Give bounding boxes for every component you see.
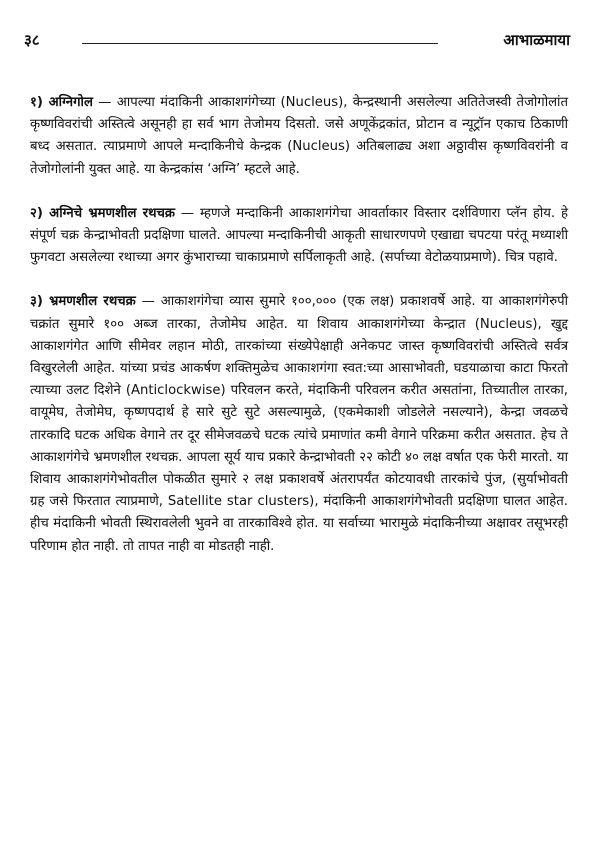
page-header xyxy=(24,30,572,52)
heading-dash: — xyxy=(135,294,161,310)
paragraph xyxy=(30,92,568,181)
section-agni-rathachakra xyxy=(30,203,568,270)
section-heading: ३) भ्रमणशील रथचक्र xyxy=(30,294,136,310)
section-bhramanshil-rathachakra xyxy=(30,291,568,557)
section-heading: १) अग्निगोल xyxy=(30,95,93,110)
page-number: ३८ xyxy=(24,31,40,49)
heading-dash: — xyxy=(92,95,117,110)
header-rule xyxy=(82,43,438,44)
section-agnigol xyxy=(30,92,568,181)
paragraph xyxy=(30,203,568,270)
section-body: म्हणजे मन्दाकिनी आकाशगंगेचा आवर्ताकार विस्तार दर्शविणारा प्लॅन होय. हे संपूर्ण चक्र केन्द्राभोवती प्रदक्षिणा घालते. आपल्या मन्दाकिनीची आकृती साधारणपणे एखाद्या चपटया परंतू मध्याशी फुगवटा असलेल्या रथाच्या अगर कुंभाराच्या चाकाप्रमाणे सर्पिलाकृती आहे. (सर्पाच्या वेटोळयाप्रमाणे). चित्र पहावे. xyxy=(30,205,568,266)
section-body: आकाशगंगेचा व्यास सुमारे १००,००० (एक लक्ष) प्रकाशवर्षे आहे. या आकाशगंगेरुपी चक्रांत सुमारे १०० अब्ज तारका, तेजोमेघ आहेत. या शिवाय आकाशगंगेच्या केन्द्रात (Nucleus), खुद्द आकाशगंगेत आणि सीमेवर लहान मोठी, तारकांच्या संख्येपेक्षाही अनेकपट जास्त कृष्णविवरांची अस्तित्वे सर्वत्र विखुरलेली आहेत. यांच्या प्रचंड आकर्षण शक्तिमुळेच आकाशगंगा स्वत:च्या आसाभोवती, घडयाळाचा काटा फिरतो त्याच्या उलट दिशेने (Anticlockwise) परिवलन करते, मंदाकिनी परिवलन करीत असतांना, तिच्यातील तारका, वायूमेघ, तेजोमेघ, कृष्णपदार्थ हे सारे सुटे सुटे असल्यामुळे, (एकमेकाशी जोडलेले नसल्याने), केन्द्रा जवळचे तारकादि घटक अधिक वेगाने तर दूर सीमेजवळचे घटक त्यांचे प्रमाणांत कमी वेगाने परिक्रमा करीत असतात. हेच ते आकाशगंगेचे भ्रमणशील रथचक्र. आपला सूर्य याच प्रकारे केन्द्राभोवती २२ कोटी ४० लक्ष वर्षात एक फेरी मारतो. या शिवाय आकाशगंगेभोवतील पोकळीत सुमारे २ लक्ष प्रकाशवर्षे अंतरापर्यंत कोटयावधी तारकांचे पुंज, (सुर्याभोवती ग्रह जसे फिरतात त्याप्रमाणे, Satellite star clusters), मंदाकिनी आकाशगंगेभोवती प्रदक्षिणा घालत आहेत. हीच मंदाकिनी भोवती स्थिरावलेली भुवने वा तारकाविश्वे होत. या सर्वाच्या भारामुळे मंदाकिनीच्या अक्षावर तसूभरही परिणाम होत नाही. तो तापत नाही वा मोडतही नाही. xyxy=(30,294,569,554)
running-title: आभाळमाया xyxy=(503,31,570,49)
section-heading: २) अग्निचे भ्रमणशील रथचक्र xyxy=(30,205,176,221)
page-body xyxy=(30,92,568,580)
heading-dash: — xyxy=(175,205,201,221)
paragraph xyxy=(30,291,568,557)
section-body: आपल्या मंदाकिनी आकाशगंगेच्या (Nucleus), केन्द्रस्थानी असलेल्या अतितेजस्वी तेजोगोलांत कृष्णविवरांची अस्तित्वे असूनही हा सर्व भाग तेजोमय दिसतो. जसे अणूकेंद्रकांत, प्रोटान व न्यूट्रॉन एकाच ठिकाणी बध्द असतात. त्याप्रमाणे आपले मन्दाकिनीचे केन्द्रक (Nucleus) अतिबलाढ्य अशा अठ्ठावीस कृष्णविवरांनी व तेजोगोलांनी युक्त आहे. या केन्द्रकांस ‘अग्नि’ म्हटले आहे. xyxy=(30,95,568,177)
